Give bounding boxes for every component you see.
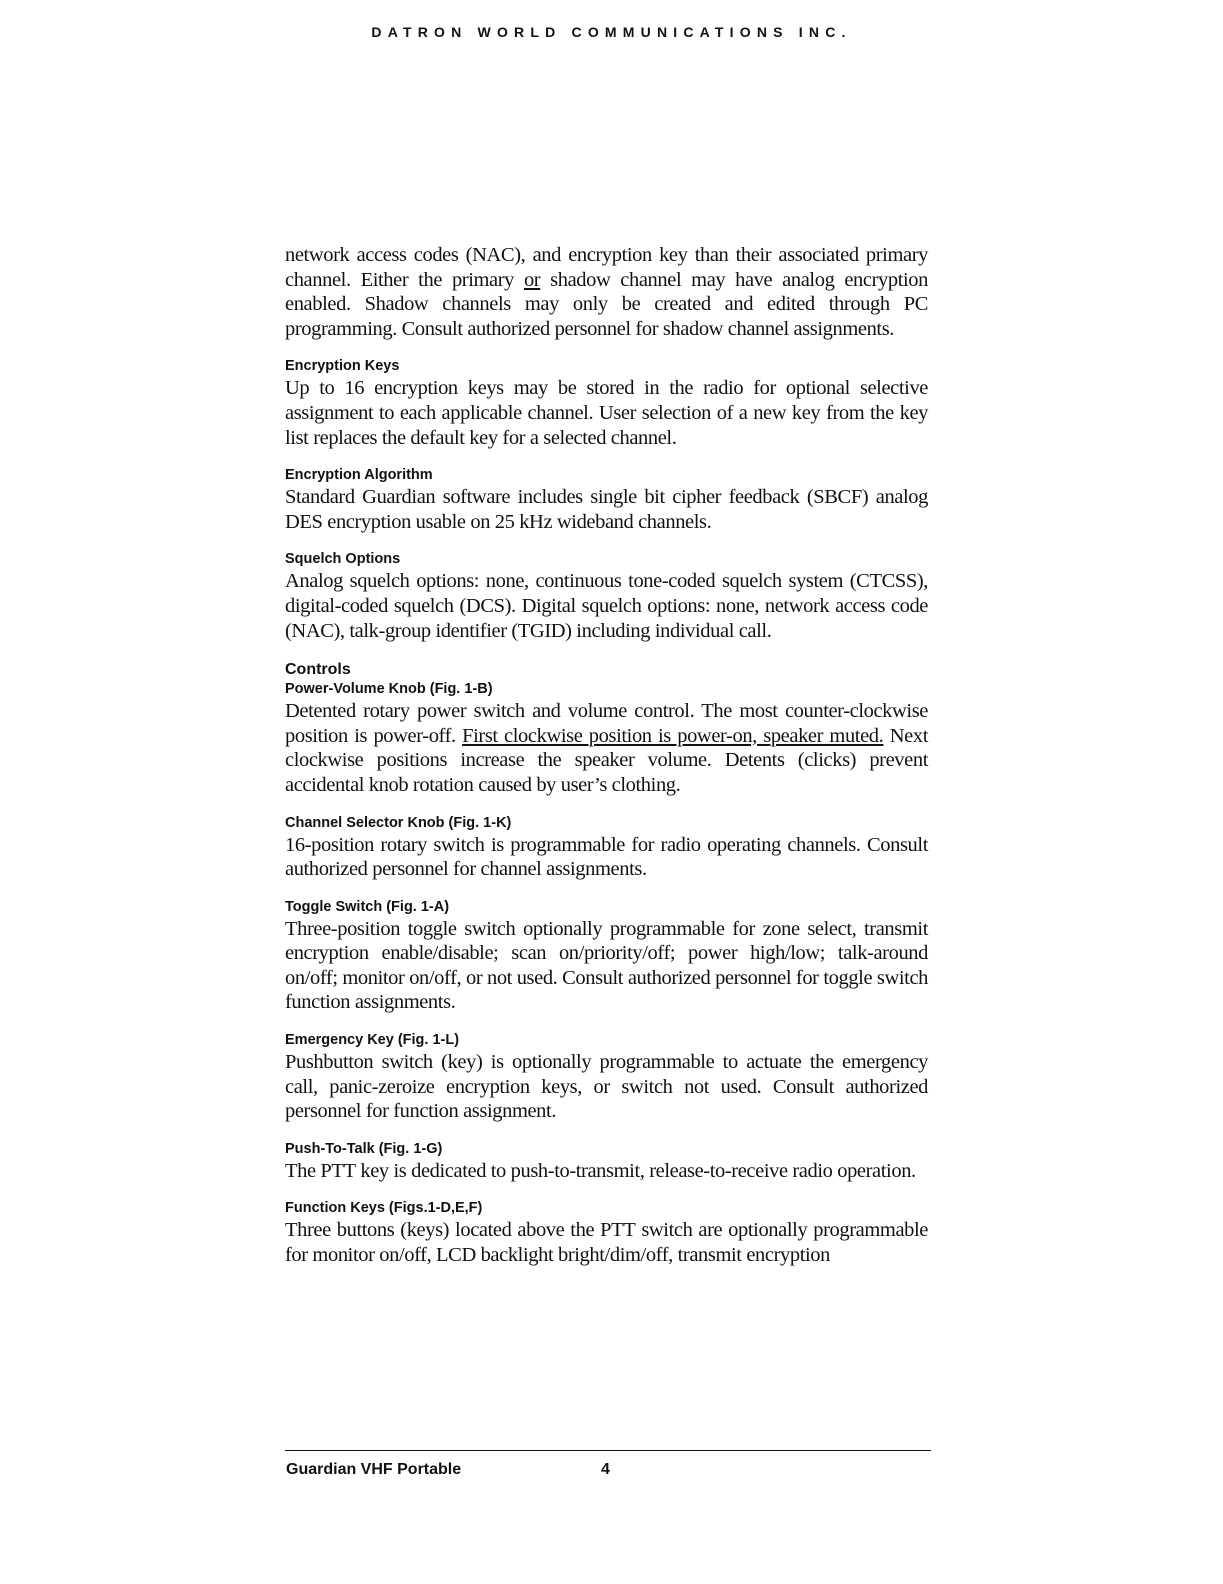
- intro-paragraph: [285, 243, 928, 341]
- page-number: 4: [601, 1461, 610, 1478]
- controls-heading: Controls: [285, 661, 351, 679]
- encryption-algorithm-heading: Encryption Algorithm: [285, 467, 433, 484]
- power-volume-knob-heading: Power-Volume Knob (Fig. 1-B): [285, 681, 493, 698]
- function-keys-paragraph: [285, 1218, 928, 1267]
- push-to-talk-abbreviation: PTT: [320, 1159, 356, 1182]
- channel-selector-knob-heading: Channel Selector Knob (Fig. 1-K): [285, 814, 512, 831]
- power-volume-knob-paragraph: [285, 699, 928, 797]
- channel-selector-knob-paragraph: 16-position rotary switch is programmable for radio operating channels. Consult authorized personnel for channel assignments.: [285, 833, 928, 881]
- intro-text-rest: shadow channel may have analog encryption enabled. Shadow channels may only be created and edited through PC programming. Consult authorized personnel for shadow channel assignments.: [285, 268, 928, 340]
- squelch-options-paragraph: Analog squelch options: none, continuous tone-coded squelch system (CTCSS), digital-coded squelch (DCS). Digital squelch options: none, network access code (NAC), talk-group identifier (TGID) including individual call.: [285, 570, 928, 642]
- power-volume-underlined-text: First clockwise position is power-on, speaker muted.: [462, 724, 884, 747]
- push-to-talk-paragraph: [285, 1159, 928, 1184]
- encryption-algorithm-paragraph: Standard Guardian software includes single bit cipher feedback (SBCF) analog DES encryption usable on 25 kHz wideband channels.: [285, 486, 928, 533]
- encryption-keys-heading: Encryption Keys: [285, 358, 400, 375]
- push-to-talk-text-rest: key is dedicated to push-to-transmit, release-to-receive radio operation.: [355, 1159, 916, 1182]
- intro-underlined-or: or: [523, 268, 541, 291]
- push-to-talk-heading: Push-To-Talk (Fig. 1-G): [285, 1140, 443, 1157]
- emergency-key-paragraph: Pushbutton switch (key) is optionally programmable to actuate the emergency call, panic-zeroize encryption keys, or switch not used. Consult authorized personnel for function assignment.: [285, 1051, 928, 1123]
- function-keys-text-rest: switch are optionally programmable for monitor on/off, LCD backlight bright/dim/off, transmit encryption: [285, 1219, 928, 1267]
- running-header: DATRON WORLD COMMUNICATIONS INC.: [371, 24, 852, 40]
- footer-title: Guardian VHF Portable: [286, 1461, 462, 1478]
- squelch-options-heading: Squelch Options: [285, 551, 401, 568]
- toggle-switch-paragraph: Three-position toggle switch optionally programmable for zone select, transmit encryption enable/disable; scan on/priority/off; power high/low; talk-around on/off; monitor on/off, or not used. Consult authorized personnel for toggle switch function assignments.: [285, 917, 929, 1014]
- function-keys-text: Three buttons (keys) located above the: [285, 1219, 601, 1242]
- toggle-switch-heading: Toggle Switch (Fig. 1-A): [285, 898, 450, 915]
- page-body: [285, 243, 928, 1268]
- encryption-keys-paragraph: Up to 16 encryption keys may be stored in the radio for optional selective assignment to each applicable channel. User selection of a new key from the key list replaces the default key for a selected channel.: [285, 377, 928, 449]
- function-keys-abbreviation: PTT: [600, 1219, 636, 1242]
- footer-rule: [285, 1450, 931, 1451]
- power-volume-text: Detented rotary power switch and volume control. The most counter-clockwise position is power-off.: [285, 700, 928, 747]
- power-volume-text-rest: Next clockwise positions increase the speaker volume. Detents (clicks) prevent accidental knob rotation caused by user’s clothing.: [285, 724, 928, 796]
- intro-text: network access codes (NAC), and encryption key than their associated primary channel. Either the primary: [285, 244, 928, 291]
- function-keys-heading: Function Keys (Figs.1-D,E,F): [285, 1200, 483, 1217]
- emergency-key-heading: Emergency Key (Fig. 1-L): [285, 1032, 460, 1049]
- push-to-talk-text: The: [285, 1159, 321, 1182]
